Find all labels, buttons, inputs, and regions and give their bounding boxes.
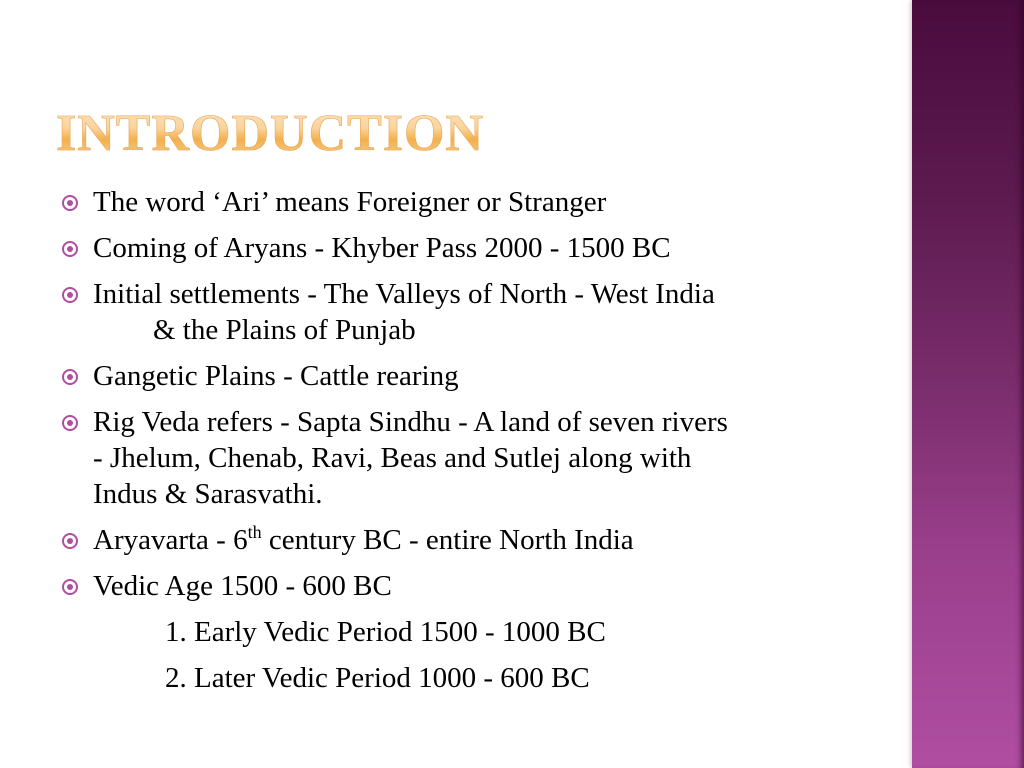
bullet-text: The word ‘Ari’ means Foreigner or Stranger — [93, 186, 607, 218]
radio-bullet-icon — [62, 369, 78, 385]
ordinal-superscript: th — [247, 522, 262, 542]
bullet-item — [62, 276, 882, 348]
radio-bullet-icon — [62, 287, 78, 303]
bullet-item — [62, 404, 882, 512]
radio-bullet-icon — [62, 195, 78, 211]
sub-item-later-vedic: 2. Later Vedic Period 1000 - 600 BC — [165, 662, 590, 694]
bullet-text: Coming of Aryans - Khyber Pass 2000 - 1500 BC — [93, 232, 671, 264]
bullet-list — [62, 184, 882, 706]
bullet-text-continuation: & the Plains of Punjab — [153, 314, 416, 346]
bullet-text-continuation: Indus & Sarasvathi. — [93, 478, 323, 510]
slide-title: INTRODUCTION — [56, 105, 485, 162]
bullet-text: Initial settlements - The Valleys of North - West India — [93, 278, 715, 310]
text-after-superscript: century BC - entire North India — [261, 524, 634, 556]
bullet-text: Vedic Age 1500 - 600 BC — [93, 570, 392, 602]
bullet-text: Gangetic Plains - Cattle rearing — [93, 360, 459, 392]
radio-bullet-icon — [62, 241, 78, 257]
bullet-text: Rig Veda refers - Sapta Sindhu - A land of seven rivers — [93, 406, 728, 438]
text-before-superscript: Aryavarta - 6 — [93, 524, 248, 556]
radio-bullet-icon — [62, 415, 78, 431]
radio-bullet-icon — [62, 533, 78, 549]
bullet-item — [62, 568, 882, 604]
bullet-item — [62, 358, 882, 394]
bullet-text — [93, 522, 882, 558]
bullet-item — [62, 184, 882, 220]
bullet-item — [62, 230, 882, 266]
bullet-item — [62, 522, 882, 558]
radio-bullet-icon — [62, 579, 78, 595]
sub-item-early-vedic: 1. Early Vedic Period 1500 - 1000 BC — [165, 616, 606, 648]
bullet-text-continuation: - Jhelum, Chenab, Ravi, Beas and Sutlej along with — [93, 442, 692, 474]
decorative-sidebar — [912, 0, 1024, 768]
